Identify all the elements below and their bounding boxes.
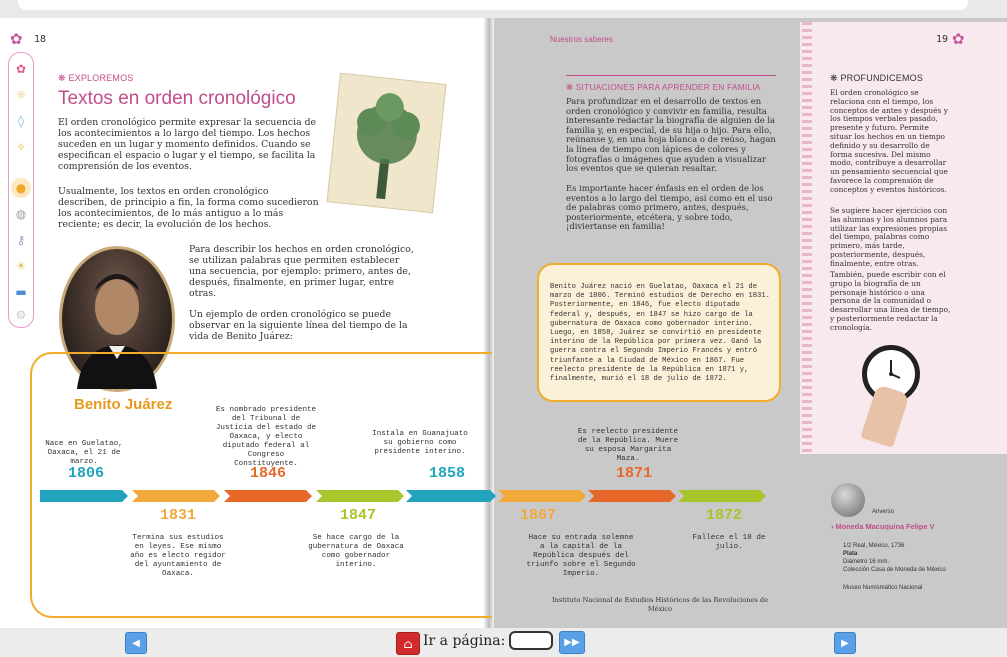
portrait-caption: Benito Juárez	[74, 396, 173, 413]
book-icon[interactable]: ▬	[15, 285, 27, 299]
goto-page-label: Ir a página:	[423, 633, 506, 649]
home-button[interactable]	[396, 632, 420, 655]
timeline-text-1831: Termina sus estudios en leyes. Ese mismo año es electo regidor del ayuntamiento de Oaxaca.	[130, 534, 226, 578]
timeline-text-1872: Fallece el 18 de julio.	[692, 534, 766, 551]
biography-text: Benito Juárez nació en Guelatao, Oaxaca el 21 de marzo de 1806. Terminó estudios de Derecho en 1831. Posteriormente, en 1846, fue electo diputado federal y, después, en 1847 se hizo cargo de la gubernatura de Oaxaca como gobernador interino. Luego, en 1858, Juárez se convirtió en presidente interino de la República por primera vez. Ganó la guerra contra el Segundo Imperio Francés y entró triunfante a la Ciudad de México en 1867. Fue reelecto presidente de la República en 1871 y, finalmente, murió el 18 de julio de 1872.	[550, 283, 770, 384]
timeline-year-1831: 1831	[160, 507, 197, 524]
timeline-segment-1847	[316, 490, 404, 502]
right-paragraph-1: Para profundizar en el desarrollo de textos en orden cronológico y convivir en familia, resulta interesante redactar la biografía de alguien de la familia y, en especial, de su hija o hijo. Para ello, reúnanse y, en una hoja blanca o de reúso, hagan la línea de tiempo con lápices de colores y fotografías o imágenes que ayuden a visualizar los eventos que se quieran resaltar.	[566, 96, 776, 174]
address-area	[18, 0, 968, 10]
tools-sidebar	[8, 52, 34, 328]
right-page-number: 19	[936, 34, 949, 45]
timeline-year-1846: 1846	[250, 465, 287, 482]
key-icon[interactable]: ⚷	[16, 233, 26, 247]
chevron-left-icon: ◀	[132, 637, 140, 649]
left-section-label: ❋ EXPLOREMOS	[58, 73, 134, 83]
timeline-segment-1846	[224, 490, 312, 502]
left-section-text: EXPLOREMOS	[68, 73, 134, 83]
timeline-segment-1858	[406, 490, 496, 502]
chevron-right-icon: ▶	[841, 637, 849, 649]
home-icon: ⌂	[403, 636, 413, 651]
timeline-frame	[30, 352, 492, 618]
sun-small-icon[interactable]: ☀	[15, 259, 27, 273]
running-head: Nuestros saberes	[550, 35, 613, 44]
tree-icon	[328, 74, 446, 212]
goto-page-input[interactable]	[509, 631, 553, 650]
sun-icon[interactable]: ☼	[15, 88, 27, 102]
timeline-year-1858: 1858	[429, 465, 466, 482]
timeline-text-1846: Es nombrado presidente del Tribunal de Justicia del estado de Oaxaca, y electo diputado federal al Congreso Constituyente.	[215, 406, 317, 468]
image-credit: Instituto Nacional de Estudios Históricos de las Revoluciones de México	[552, 596, 768, 614]
coin-collection: Colección Casa de Moneda de México	[843, 567, 946, 573]
top-bar	[0, 0, 1007, 18]
next-page-button[interactable]	[834, 632, 856, 654]
goto-page-button[interactable]	[559, 631, 585, 654]
timeline-year-1872: 1872	[706, 507, 743, 524]
prev-page-button[interactable]	[125, 632, 147, 654]
coin-name: › Moneda Macuquina Felipe V	[831, 522, 935, 531]
timeline-segment-1806	[40, 490, 128, 502]
side-section-label: ❋ PROFUNDICEMOS	[830, 73, 924, 83]
left-paragraph-1: El orden cronológico permite expresar la secuencia de los acontecimientos a lo largo del tiempo. Los hechos suceden en un lugar y momento definidos. Cuando se especifican el espacio o lugar y el tiempo, se facilita la comprensión de los eventos.	[58, 117, 317, 172]
coin-museum: Museo Numismático Nacional	[843, 585, 923, 591]
side-section-text: PROFUNDICEMOS	[840, 73, 924, 83]
timeline-year-1847: 1847	[340, 507, 377, 524]
right-paragraph-2: Es importante hacer énfasis en el orden de los eventos a lo largo del tiempo, así como en el uso de palabras como primero, antes, después, posteriormente, etcétera, y sobre todo, ¡diviertanse en familia!	[566, 183, 773, 232]
coin-diameter: Diámetro 16 mm.	[843, 559, 890, 565]
coin-name-text: Moneda Macuquina Felipe V	[835, 522, 935, 531]
right-section-label: ❋ SITUACIONES PARA APRENDER EN FAMILIA	[566, 82, 761, 92]
drop-icon[interactable]: ◊	[18, 114, 24, 128]
side-paragraph-2: Se sugiere hacer ejercicios con las alumnas y los alumnos para utilizar las expresiones propias del tiempo, palabras como primero, más tarde, posteriormente, después, finalmente, entre otras.	[830, 206, 948, 268]
decorative-border	[802, 22, 812, 454]
circle-icon[interactable]: ◍	[15, 207, 27, 221]
left-paragraph-3: Para describir los hechos en orden cronológico, se utilizan palabras que permiten establecer una secuencia, por ejemplo: primero, antes de, después, finalmente, en primer lugar, entre otras.	[189, 244, 414, 299]
flower-ornament-icon: ✿	[10, 30, 23, 48]
timeline-text-1858: Instala en Guanajuato su gobierno como presidente interino.	[372, 430, 468, 456]
family-tree-image	[326, 73, 446, 213]
timeline-year-1867: 1867	[520, 507, 557, 524]
timeline-text-1847: Se hace cargo de la gubernatura de Oaxaca como gobernador interino.	[308, 534, 404, 569]
coin-side: Anverso	[872, 509, 895, 515]
timeline-year-1871: 1871	[616, 465, 653, 482]
gear-icon[interactable]: ⚙	[15, 308, 27, 322]
star-icon[interactable]: ✧	[15, 140, 27, 154]
page-title: Textos en orden cronológico	[58, 88, 296, 109]
flower-ornament-right-icon: ✿	[952, 30, 965, 48]
coin-image	[831, 483, 865, 517]
sun-badge-icon[interactable]: ●	[11, 178, 31, 198]
left-paragraph-4: Un ejemplo de orden cronológico se puede observar en la siguiente línea del tiempo de la vida de Benito Juárez:	[189, 309, 408, 342]
flower-icon[interactable]: ✿	[15, 62, 27, 76]
timeline-year-1806: 1806	[68, 465, 105, 482]
side-paragraph-1: El orden cronológico se relaciona con el tiempo, los conceptos de antes y después y los tiempos verbales pasado, presente y futuro. Permite situar los hechos en un tiempo definido y su desarrollo de forma sucesiva. Del mismo modo, contribuye a desarrollar un pensamiento secuencial que favorece la comprensión de conceptos y eventos históricos.	[830, 88, 948, 194]
right-section-text: SITUACIONES PARA APRENDER EN FAMILIA	[575, 82, 761, 92]
section-rule	[566, 75, 776, 76]
timeline-text-1871: Es reelecto presidente de la República. Muere su esposa Margarita Maza.	[577, 428, 679, 463]
left-paragraph-2: Usualmente, los textos en orden cronológico describen, de principio a fin, la forma como sucedieron los acontecimientos, de lo más antiguo a lo más reciente; es decir, la evolución de los hechos.	[58, 186, 319, 230]
left-page-number: 18	[34, 34, 47, 45]
double-chevron-right-icon: ▶▶	[564, 637, 580, 648]
timeline-segment-1831	[132, 490, 220, 502]
timeline-text-1806: Nace en Guelatao, Oaxaca, el 21 de marzo.	[45, 440, 123, 466]
coin-material: Plata	[843, 551, 858, 557]
coin-value: 1/2 Real, México, 1736	[843, 543, 905, 549]
timeline-text-1867: Hace su entrada solemne a la capital de la República después del triunfo sobre el Segundo Imperio.	[526, 534, 636, 578]
side-paragraph-3: También, puede escribir con el grupo la biografía de un personaje histórico o una persona de la comunidad o desarrollar una línea de tiempo, y posteriormente redactar la cronología.	[830, 270, 951, 332]
